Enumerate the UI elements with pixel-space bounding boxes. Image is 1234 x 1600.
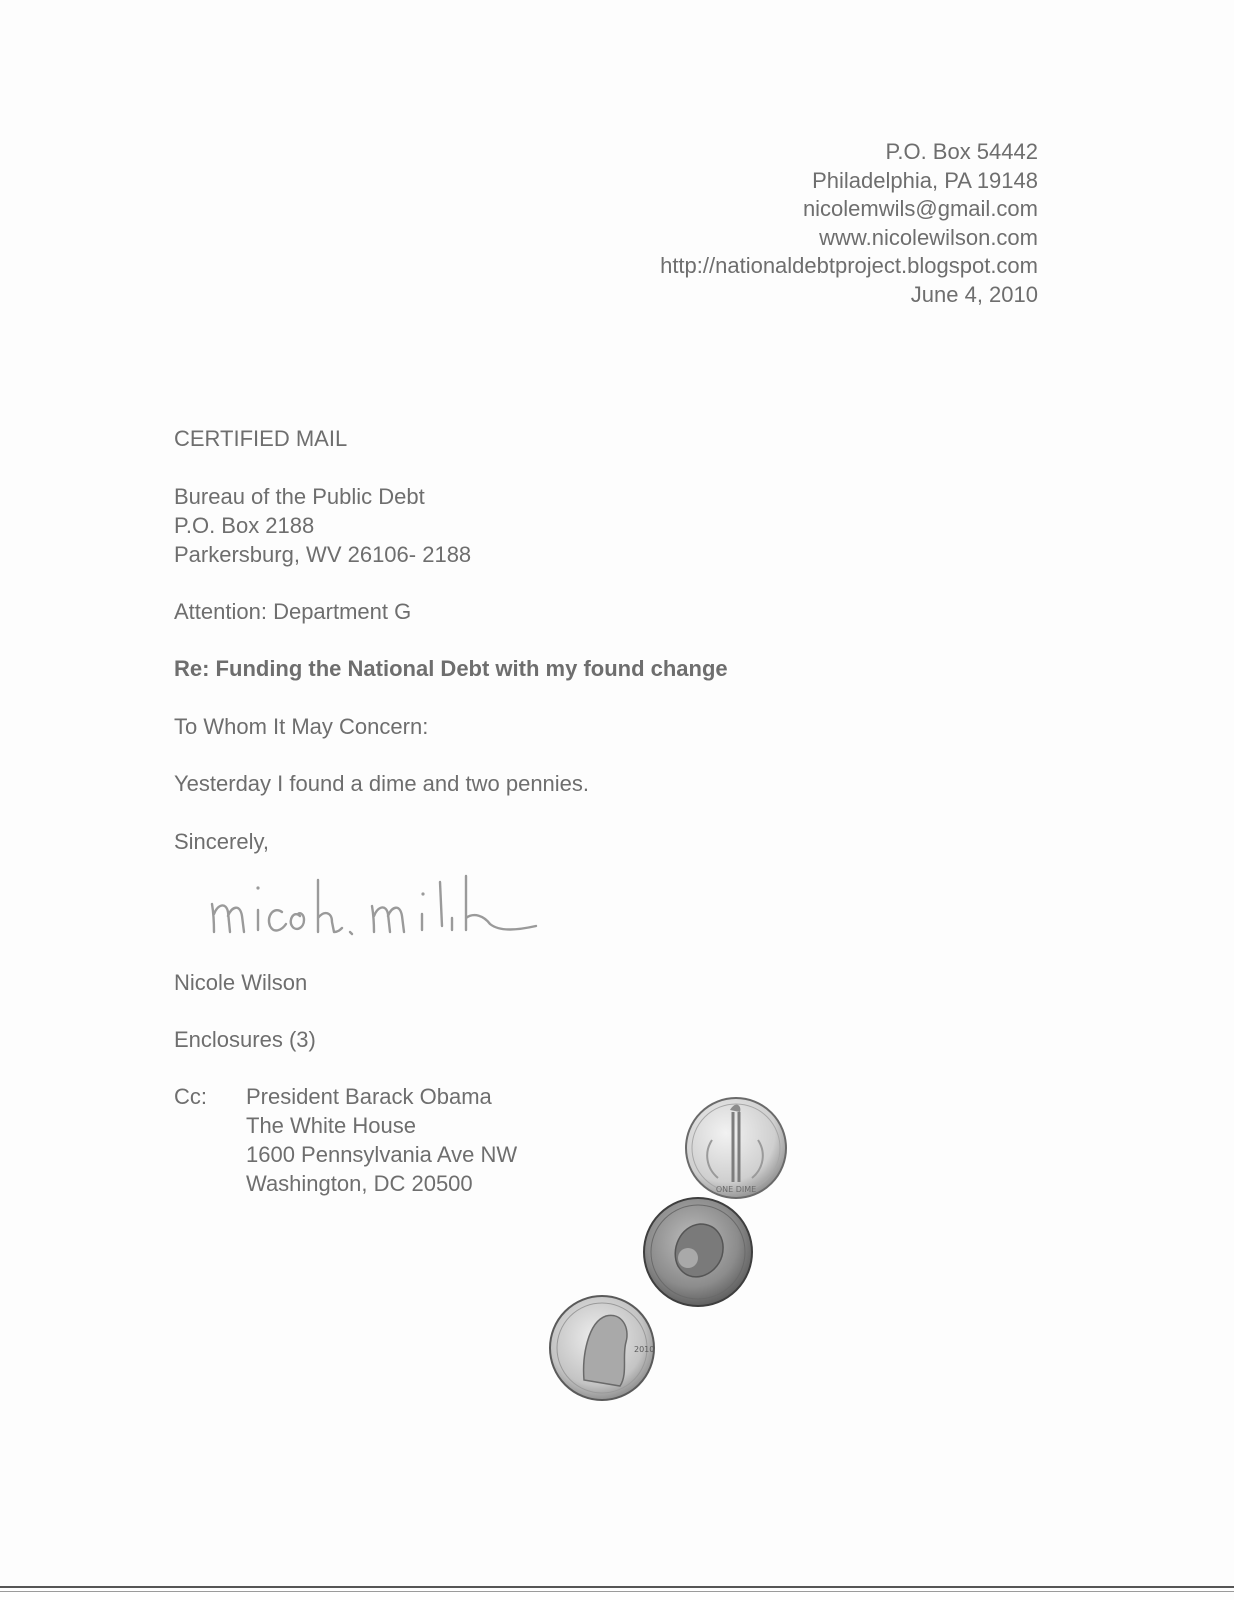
attention-line: Attention: Department G bbox=[174, 599, 412, 624]
mail-type: CERTIFIED MAIL bbox=[174, 426, 348, 451]
cc-line3: 1600 Pennsylvania Ave NW bbox=[246, 1142, 518, 1167]
recipient-line1: Bureau of the Public Debt bbox=[174, 484, 425, 509]
sender-address-line1: P.O. Box 54442 bbox=[885, 139, 1038, 164]
sender-block bbox=[438, 138, 1038, 310]
enclosures-note: Enclosures (3) bbox=[174, 1027, 316, 1052]
dime-coin bbox=[686, 1098, 786, 1198]
recipient-line3: Parkersburg, WV 26106- 2188 bbox=[174, 542, 472, 567]
handwritten-signature bbox=[200, 866, 560, 956]
closing: Sincerely, bbox=[174, 829, 269, 854]
letter-date: June 4, 2010 bbox=[910, 281, 1038, 307]
recipient-address bbox=[174, 482, 471, 569]
cc-address bbox=[246, 1082, 517, 1198]
cc-line2: The White House bbox=[246, 1113, 416, 1138]
sender-address-line2: Philadelphia, PA 19148 bbox=[812, 167, 1038, 193]
cc-line1: President Barack Obama bbox=[246, 1084, 492, 1109]
recipient-line2: P.O. Box 2188 bbox=[174, 513, 315, 538]
sender-blog-url: http://nationaldebtproject.blogspot.com bbox=[660, 253, 1038, 279]
sender-website: www.nicolewilson.com bbox=[819, 224, 1038, 250]
cc-label: Cc: bbox=[174, 1084, 207, 1109]
penny-coin-dark bbox=[644, 1198, 752, 1306]
penny-year: 2010 bbox=[634, 1345, 655, 1354]
cc-line4: Washington, DC 20500 bbox=[246, 1171, 473, 1196]
scan-edge-line bbox=[0, 1586, 1234, 1588]
salutation: To Whom It May Concern: bbox=[174, 714, 429, 739]
signer-name: Nicole Wilson bbox=[174, 970, 308, 995]
penny-coin-light bbox=[550, 1296, 654, 1400]
dime-inscription: ONE DIME bbox=[715, 1185, 757, 1194]
scan-edge-line-secondary bbox=[0, 1591, 1234, 1592]
enclosed-coins bbox=[540, 1090, 810, 1420]
letter-body: Yesterday I found a dime and two pennies. bbox=[174, 771, 590, 796]
subject-line: Re: Funding the National Debt with my found change bbox=[174, 656, 728, 681]
sender-email: nicolemwils@gmail.com bbox=[802, 196, 1038, 222]
